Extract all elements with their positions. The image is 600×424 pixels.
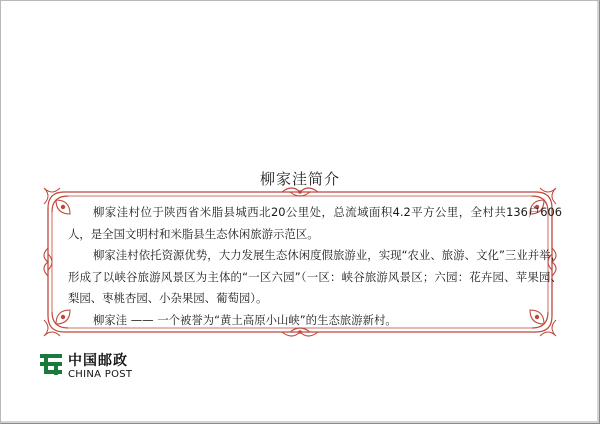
- china-post-logo-icon: [38, 351, 64, 377]
- intro-text: [68, 202, 562, 331]
- paragraph-slogan: 柳家洼 —— 一个被誉为“黄土高原小山峡”的生态旅游新村。: [93, 312, 397, 327]
- china-post-logo: [38, 348, 158, 384]
- logo-english-name: CHINA POST: [68, 369, 133, 380]
- paragraph-location: 柳家洼村位于陕西省米脂县城西北20公里处，总流域面积4.2平方公里，全村共136户606人，是全国文明村和米脂县生态休闲旅游示范区。: [68, 205, 562, 241]
- page-title: 柳家洼简介: [259, 170, 340, 188]
- logo-chinese-name: 中国邮政: [68, 353, 128, 369]
- paragraph-development: 柳家洼村依托资源优势，大力发展生态休闲度假旅游业，实现“农业、旅游、文化”三业并举，形成了以峡谷旅游风景区为主体的“一区六园”（一区：峡谷旅游风景区；六园：花卉园、苹果园、梨园、枣桃杏园、小杂果园、葡萄园）。: [68, 248, 562, 305]
